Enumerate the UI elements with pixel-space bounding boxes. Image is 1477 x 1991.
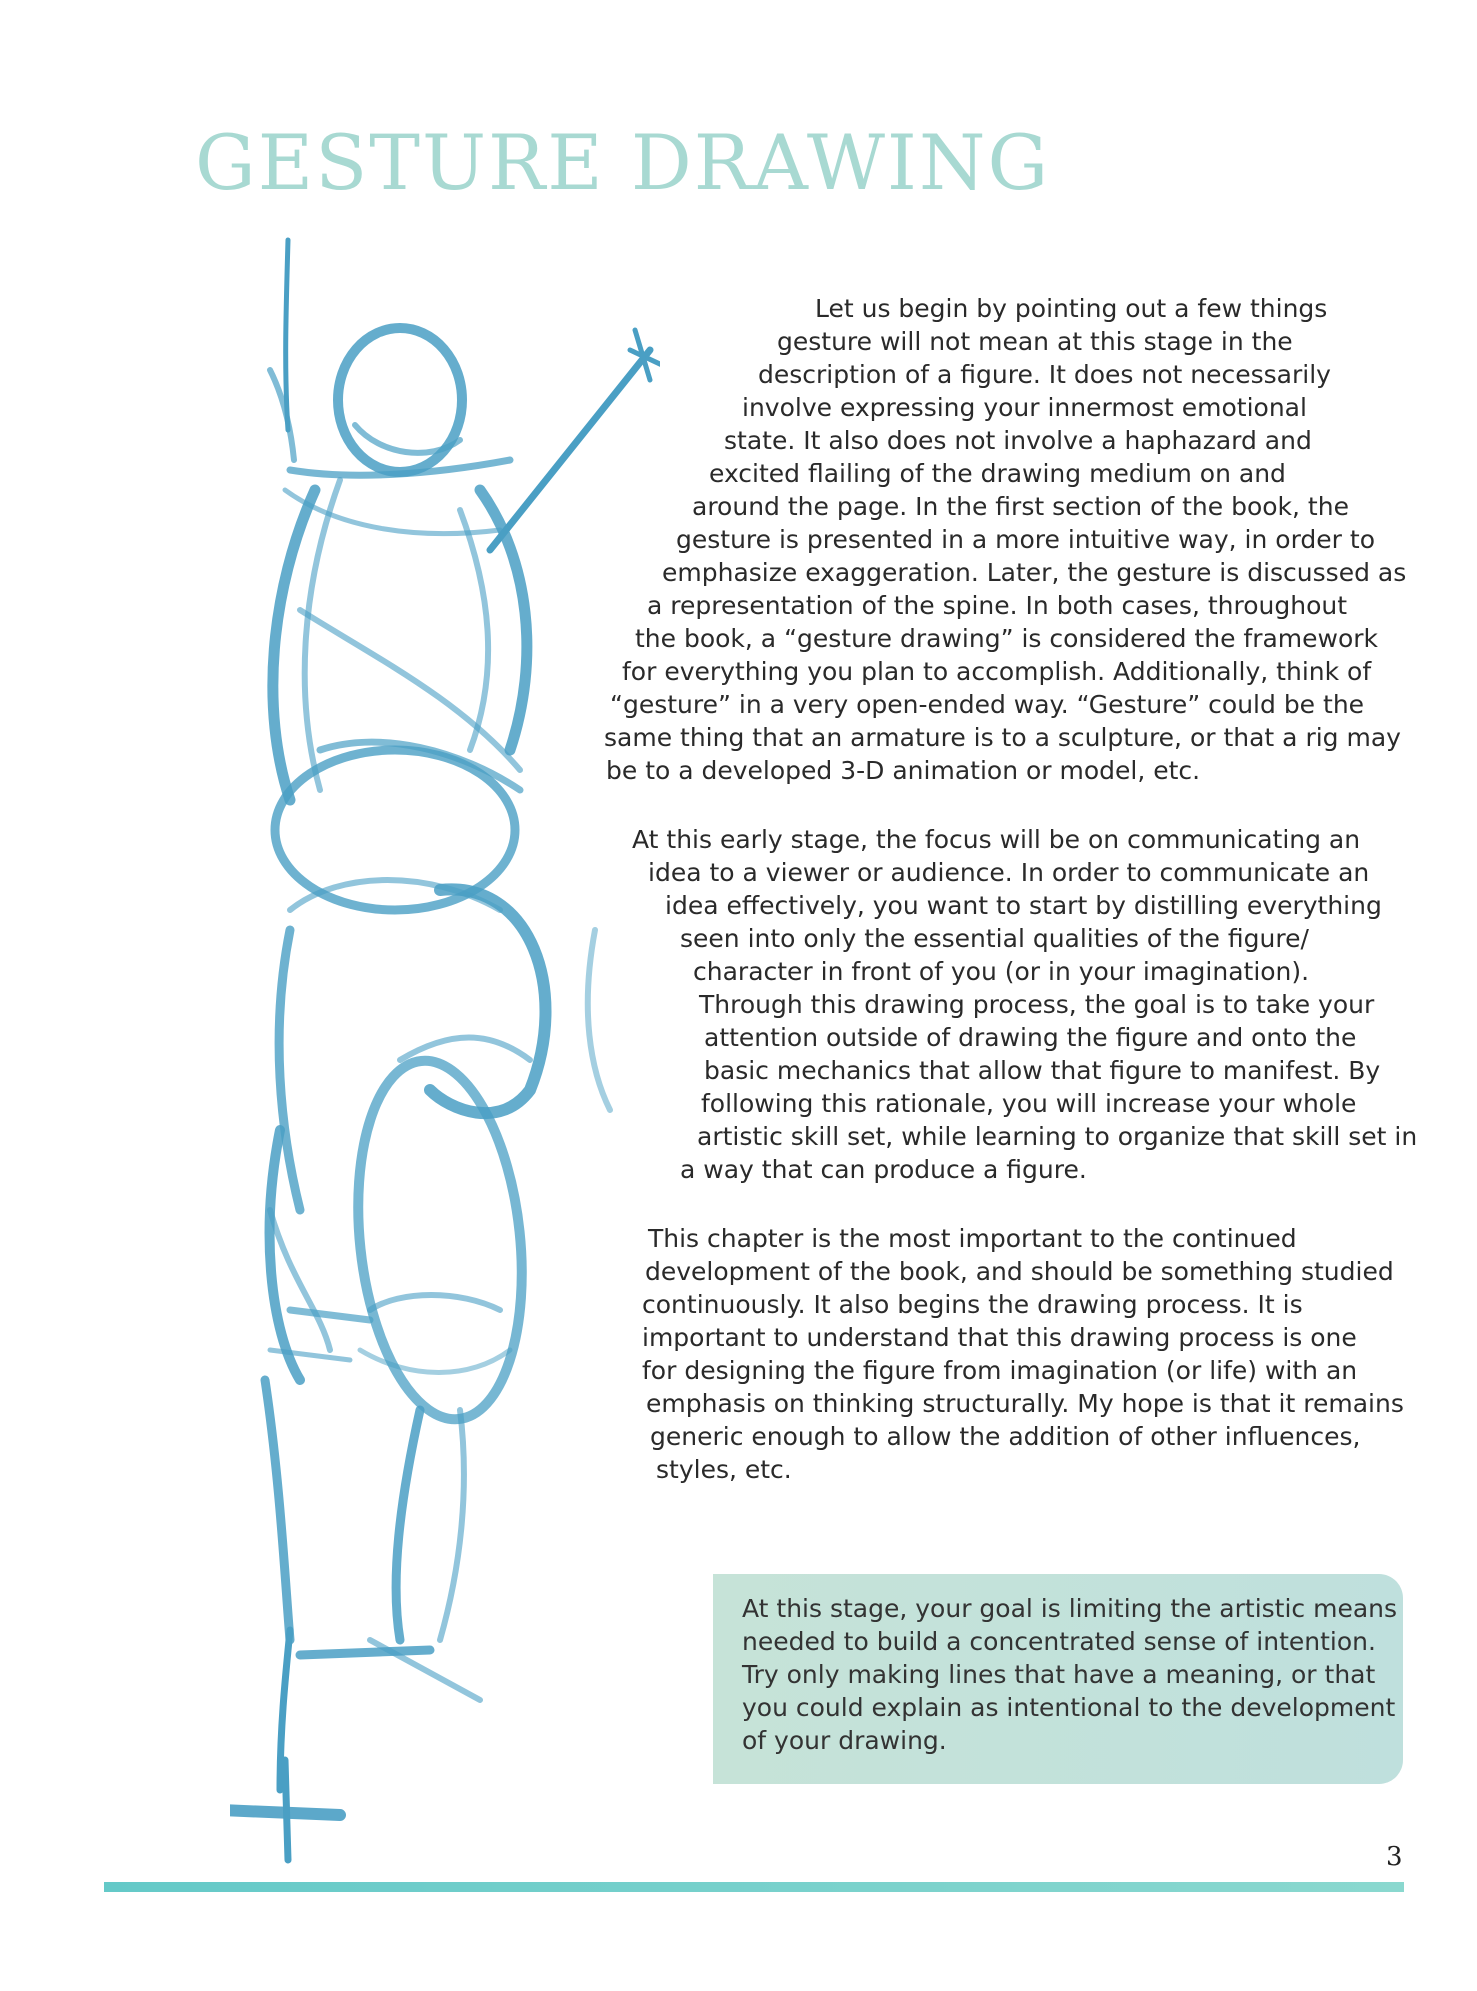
- text-line: styles, etc.: [656, 1455, 792, 1484]
- text-line: basic mechanics that allow that figure to manifest. By: [704, 1056, 1381, 1085]
- text-line: emphasize exaggeration. Later, the gesture is discussed as: [662, 558, 1407, 587]
- text-line: same thing that an armature is to a sculpture, or that a rig may: [604, 723, 1401, 752]
- text-line: a representation of the spine. In both cases, throughout: [647, 591, 1348, 620]
- text-line: generic enough to allow the addition of other influences,: [650, 1422, 1361, 1451]
- page-number: 3: [1386, 1842, 1403, 1872]
- text-line: This chapter is the most important to the continued: [648, 1224, 1297, 1253]
- text-line: “gesture” in a very open-ended way. “Gesture” could be the: [610, 690, 1365, 719]
- text-line: around the page. In the first section of the book, the: [692, 492, 1349, 521]
- callout-line: At this stage, your goal is limiting the artistic means: [742, 1594, 1398, 1623]
- text-line: be to a developed 3-D animation or model, etc.: [606, 756, 1201, 785]
- text-line: involve expressing your innermost emotional: [742, 393, 1307, 422]
- text-line: gesture is presented in a more intuitive way, in order to: [676, 525, 1375, 554]
- text-line: continuously. It also begins the drawing process. It is: [642, 1290, 1303, 1319]
- callout-line: Try only making lines that have a meaning, or that: [742, 1660, 1376, 1689]
- text-line: Through this drawing process, the goal is to take your: [699, 990, 1375, 1019]
- text-line: At this early stage, the focus will be on communicating an: [632, 825, 1361, 854]
- chapter-title: GESTURE DRAWING: [195, 118, 1051, 207]
- text-line: development of the book, and should be something studied: [645, 1257, 1394, 1286]
- text-line: a way that can produce a figure.: [680, 1155, 1087, 1184]
- callout-line: of your drawing.: [742, 1726, 947, 1755]
- text-line: character in front of you (or in your imagination).: [693, 957, 1310, 986]
- text-line: state. It also does not involve a haphazard and: [724, 426, 1312, 455]
- text-line: description of a figure. It does not necessarily: [758, 360, 1331, 389]
- text-line: seen into only the essential qualities of the figure/: [680, 924, 1309, 953]
- callout-line: needed to build a concentrated sense of intention.: [742, 1627, 1376, 1656]
- callout-box: [713, 1574, 1403, 1784]
- text-line: important to understand that this drawing process is one: [642, 1323, 1357, 1352]
- text-line: idea effectively, you want to start by distilling everything: [665, 891, 1382, 920]
- text-line: attention outside of drawing the figure and onto the: [704, 1023, 1357, 1052]
- text-line: emphasis on thinking structurally. My hope is that it remains: [646, 1389, 1404, 1418]
- text-line: following this rationale, you will increase your whole: [701, 1089, 1357, 1118]
- text-line: artistic skill set, while learning to organize that skill set in: [697, 1122, 1418, 1151]
- text-line: the book, a “gesture drawing” is considered the framework: [635, 624, 1379, 653]
- text-line: idea to a viewer or audience. In order to communicate an: [648, 858, 1370, 887]
- text-line: for designing the figure from imagination (or life) with an: [642, 1356, 1358, 1385]
- callout-line: you could explain as intentional to the development: [742, 1693, 1396, 1722]
- text-line: gesture will not mean at this stage in the: [777, 327, 1293, 356]
- footer-rule: [104, 1882, 1404, 1892]
- text-line: for everything you plan to accomplish. Additionally, think of: [622, 657, 1372, 686]
- gesture-figure-sketch: [230, 230, 660, 1870]
- text-line: excited flailing of the drawing medium on and: [709, 459, 1286, 488]
- text-line: Let us begin by pointing out a few things: [815, 294, 1328, 323]
